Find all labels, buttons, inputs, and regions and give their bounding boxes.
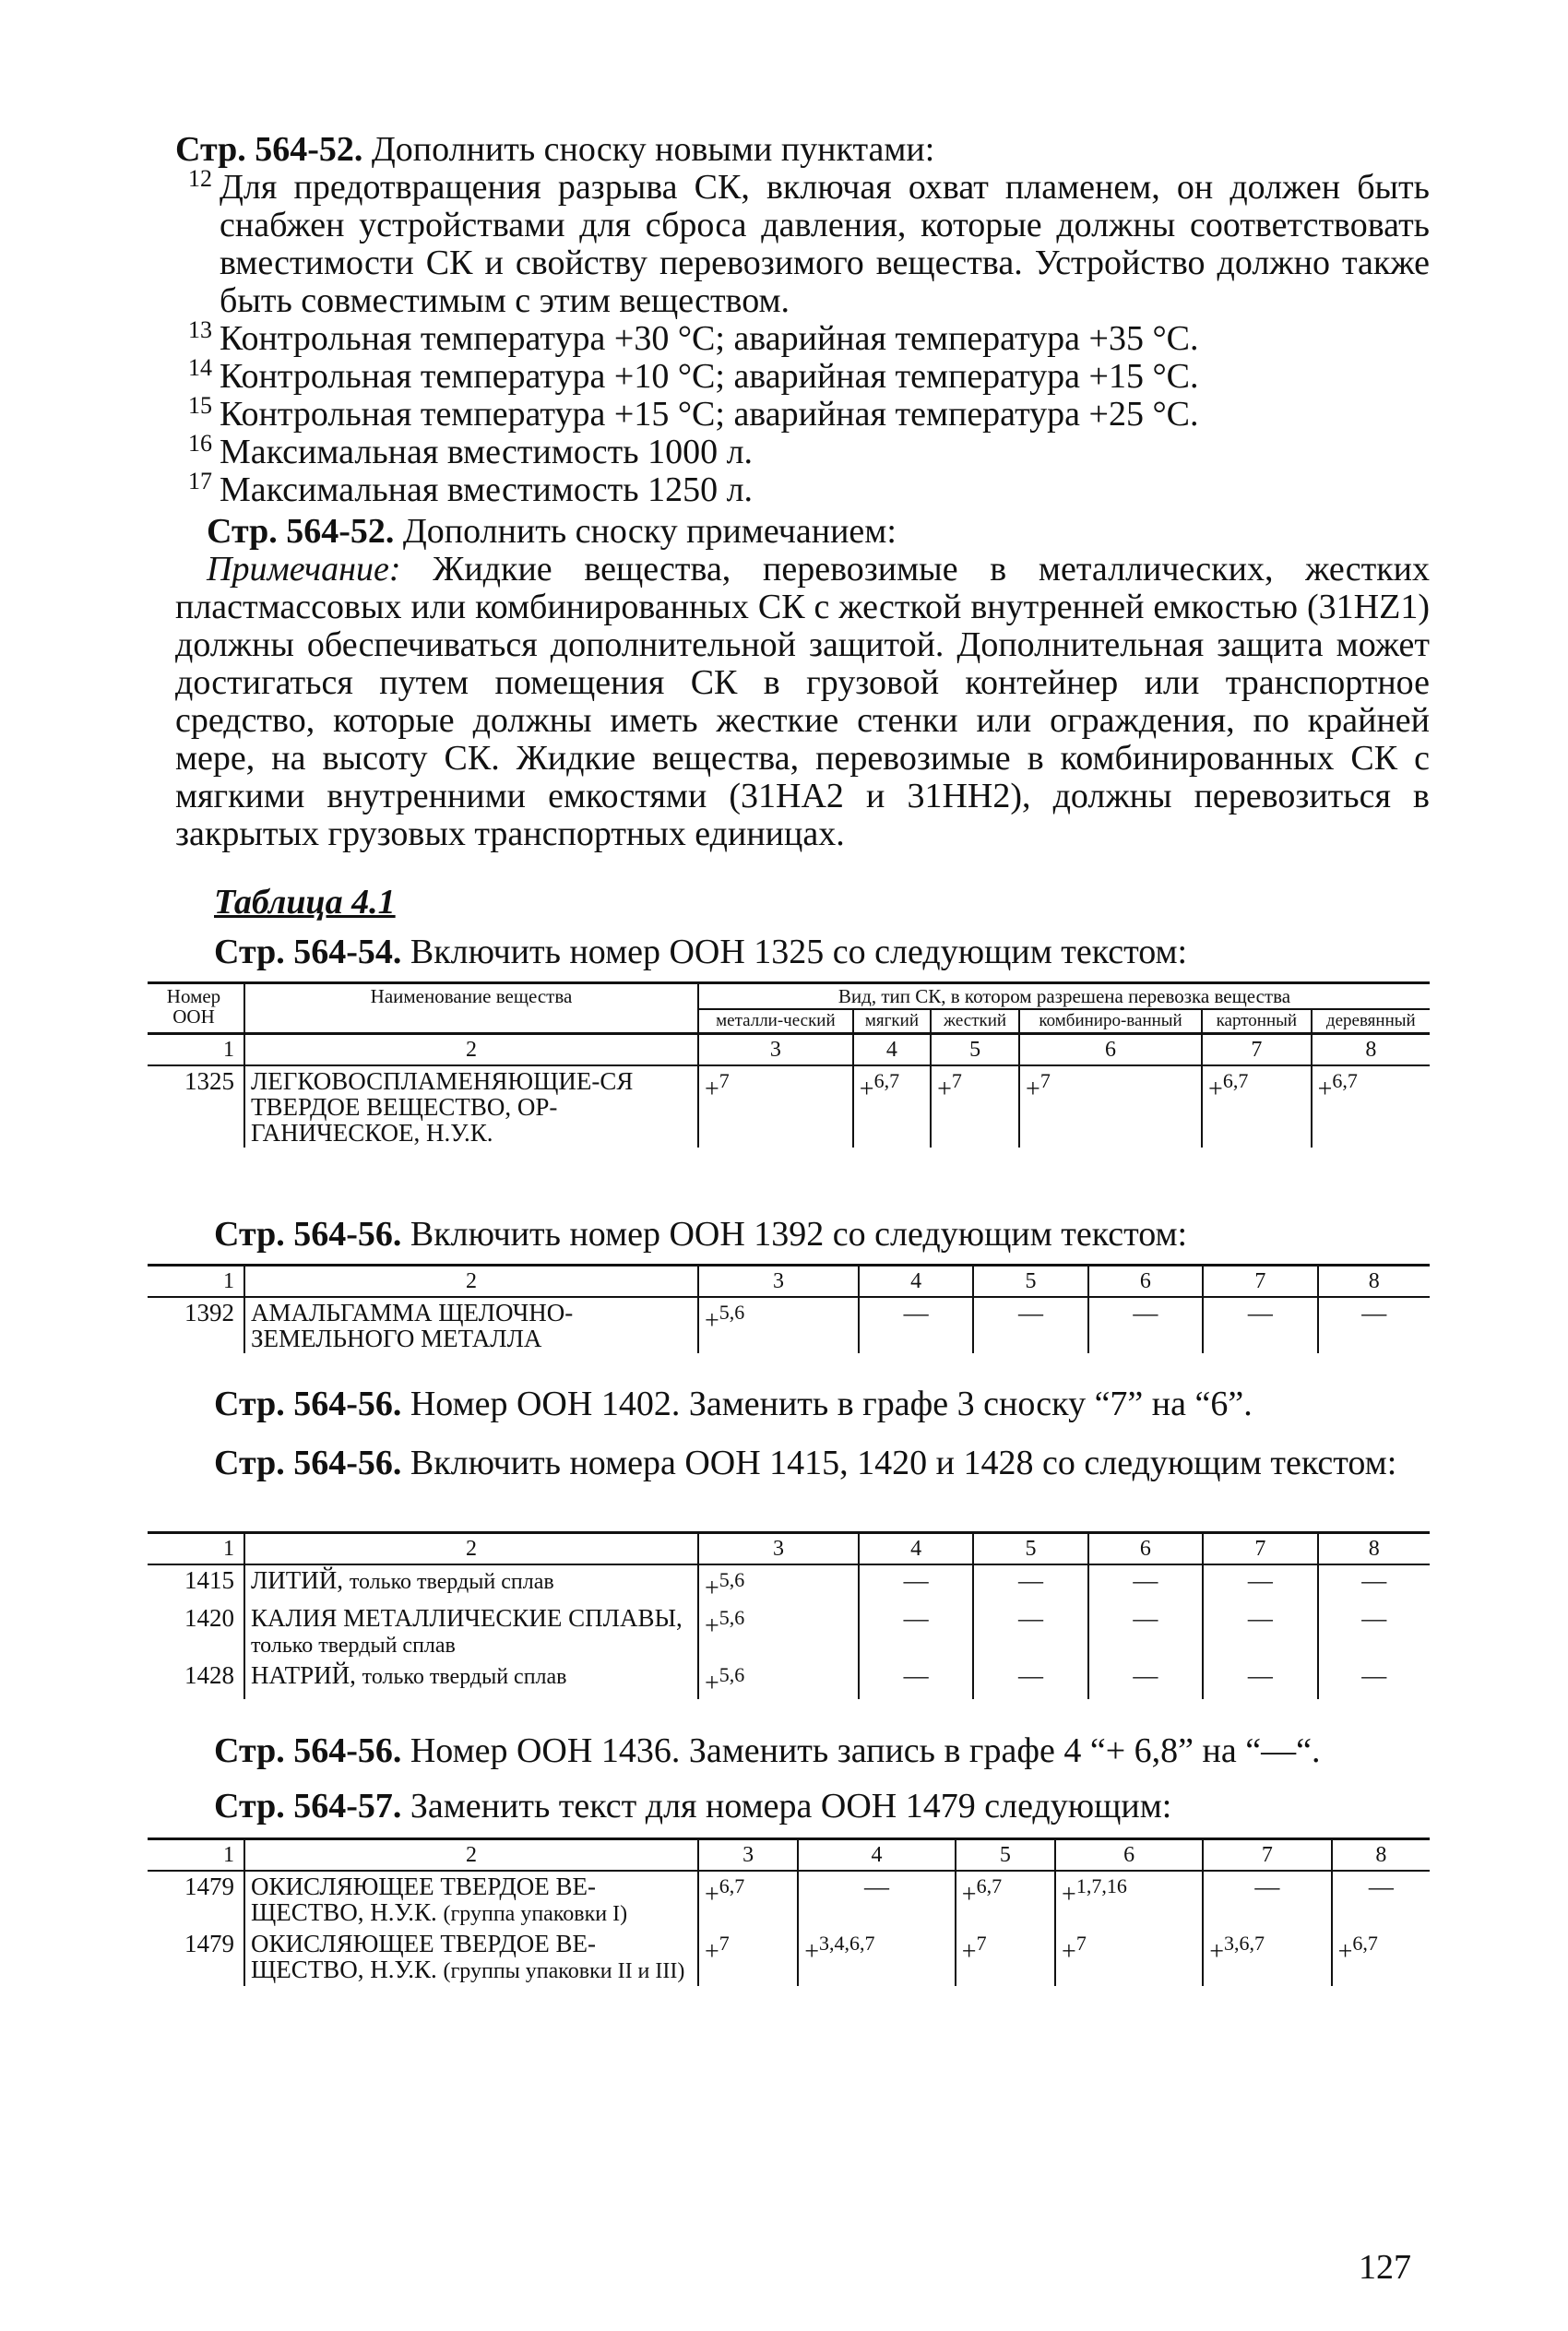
table-row	[148, 1871, 1430, 1929]
column-number: 1	[148, 1839, 244, 1872]
col-header-name: Наименование вещества	[244, 983, 698, 1034]
heading-1479: Стр. 564-57. Заменить текст для номера ООН 1479 следующим:	[214, 1787, 1172, 1826]
cell-value: —	[1203, 1871, 1331, 1929]
cell-value: —	[1088, 1564, 1203, 1603]
substance-name: ОКИСЛЯЮЩЕЕ ТВЕРДОЕ ВЕ-ЩЕСТВО, Н.У.К. (группа упаковки I)	[244, 1871, 698, 1929]
amendment-lead: Дополнить сноску новыми пунктами:	[371, 130, 935, 169]
column-number: 6	[1088, 1533, 1203, 1565]
col-header-number: Номер ООН	[148, 983, 244, 1034]
footnote-15: 15 Контрольная температура +15 °С; аварийная температура +25 °С.	[188, 392, 1199, 434]
cell-value: +$^{5,6}$	[698, 1564, 859, 1603]
cell-value: +$^{6,7}$	[853, 1065, 931, 1148]
cell-value: —	[859, 1603, 973, 1660]
column-number: 8	[1318, 1533, 1430, 1565]
column-number: 5	[973, 1533, 1087, 1565]
cell-value: —	[1361, 1604, 1387, 1633]
col-header-sub: деревянный	[1312, 1009, 1430, 1034]
table-row	[148, 1564, 1430, 1603]
cell-value: —	[1203, 1564, 1317, 1603]
table-row	[148, 1660, 1430, 1698]
cell-value: +$^{6,7}$	[1337, 1932, 1378, 1967]
amendment-lead: Дополнить сноску примечанием:	[402, 512, 897, 551]
substance-name: НАТРИЙ, только твердый сплав	[244, 1660, 698, 1698]
cell-value: +$^{3,6,7}$	[1203, 1929, 1331, 1986]
table-1392	[148, 1264, 1430, 1353]
column-number: 4	[859, 1533, 973, 1565]
page-ref: Стр. 564-52.	[207, 512, 395, 551]
table-1415-1420-1428	[148, 1531, 1430, 1699]
table-row	[148, 1297, 1430, 1353]
heading-1392: Стр. 564-56. Включить номер ООН 1392 со следующим текстом:	[214, 1215, 1188, 1254]
column-number: 8	[1332, 1839, 1430, 1872]
heading-1436: Стр. 564-56. Номер ООН 1436. Заменить запись в графе 4 “+ 6,8” на “—“.	[214, 1731, 1321, 1770]
cell-value: +$^{1,7,16}$	[1055, 1871, 1203, 1929]
column-number: 4	[853, 1034, 931, 1066]
column-number: 4	[859, 1266, 973, 1298]
substance-name: ЛИТИЙ, только твердый сплав	[244, 1564, 698, 1603]
column-number: 2	[244, 1839, 698, 1872]
cell-value: —	[973, 1564, 1087, 1603]
cell-value: —	[1203, 1660, 1317, 1698]
cell-value: —	[973, 1603, 1087, 1660]
column-number: 7	[1203, 1839, 1331, 1872]
table-row	[148, 1065, 1430, 1148]
footnote-12: 12 Для предотвращения разрыва СК, включая охват пламенем, он должен быть снабжен устройствами для сброса давления, которые должны соответствовать вместимости СК и свойству перевозимого вещества. Устройство должно также быть совместимым с этим веществом.	[188, 165, 1430, 320]
un-number: 1415	[148, 1564, 244, 1603]
column-number: 1	[148, 1034, 244, 1066]
cell-value: —	[1368, 1873, 1394, 1900]
page-ref: Стр. 564-52.	[175, 130, 363, 169]
col-header-sub: комбиниро-ванный	[1019, 1009, 1202, 1034]
amendment-footnotes	[175, 131, 1430, 509]
cell-value: —	[1088, 1660, 1203, 1698]
col-header-sub: картонный	[1202, 1009, 1312, 1034]
cell-value: —	[859, 1564, 973, 1603]
page-number: 127	[1359, 2248, 1411, 2287]
cell-value: +$^{3,4,6,7}$	[798, 1929, 956, 1986]
column-number: 8	[1318, 1266, 1430, 1298]
cell-value: +$^{6,7}$	[956, 1871, 1055, 1929]
column-number: 4	[798, 1839, 956, 1872]
column-number: 2	[244, 1034, 698, 1066]
cell-value: +$^7$	[698, 1065, 853, 1148]
cell-value: —	[973, 1660, 1087, 1698]
table-1325	[148, 981, 1430, 1148]
column-number: 3	[698, 1266, 859, 1298]
cell-value: +$^{5,6}$	[698, 1660, 859, 1698]
column-number: 3	[698, 1533, 859, 1565]
column-number: 5	[973, 1266, 1087, 1298]
column-number: 6	[1019, 1034, 1202, 1066]
cell-value: +$^{6,7}$	[698, 1871, 798, 1929]
cell-value: +$^7$	[1055, 1929, 1203, 1986]
cell-value: —	[1361, 1299, 1387, 1326]
table-row	[148, 1929, 1430, 1986]
note-label: Примечание:	[207, 550, 401, 589]
un-number: 1428	[148, 1660, 244, 1698]
un-number: 1420	[148, 1603, 244, 1660]
footnote-16: 16 Максимальная вместимость 1000 л.	[188, 430, 754, 471]
cell-value: +$^{5,6}$	[698, 1603, 859, 1660]
substance-name: ЛЕГКОВОСПЛАМЕНЯЮЩИЕ-СЯ ТВЕРДОЕ ВЕЩЕСТВО, ОР-ГАНИЧЕСКОЕ, Н.У.К.	[244, 1065, 698, 1148]
note-text: Жидкие вещества, перевозимые в металлических, жестких пластмассовых или комбинированных СК с жесткой внутренней емкостью (31HZ1) должны обеспечиваться дополнительной защитой. Дополнительная защита может достигаться путем помещения СК в грузовой контейнер или транспортное средство, которые должны иметь жесткие стенки или ограждения, по крайней мере, на высоту СК. Жидкие вещества, перевозимые в комбинированных СК с мягкими внутренними емкостями (31НА2 и 31НН2), должны перевозиться в закрытых грузовых транспортных единицах.	[175, 550, 1430, 853]
amendment-note	[175, 513, 1430, 853]
table-caption: Таблица 4.1	[214, 883, 396, 922]
column-number: 5	[931, 1034, 1019, 1066]
substance-name: АМАЛЬГАММА ЩЕЛОЧНО-ЗЕМЕЛЬНОГО МЕТАЛЛА	[244, 1297, 698, 1353]
col-header-sub: мягкий	[853, 1009, 931, 1034]
cell-value: +$^7$	[931, 1065, 1019, 1148]
table-row	[148, 1603, 1430, 1660]
cell-value: —	[1361, 1661, 1387, 1690]
un-number: 1392	[148, 1297, 244, 1353]
footnote-17: 17 Максимальная вместимость 1250 л.	[188, 468, 754, 509]
column-number: 5	[956, 1839, 1055, 1872]
un-number: 1479	[148, 1929, 244, 1986]
cell-value: —	[859, 1297, 973, 1353]
footnote-13: 13 Контрольная температура +30 °С; аварийная температура +35 °С.	[188, 316, 1199, 358]
cell-value: +$^{6,7}$	[1202, 1065, 1312, 1148]
col-header-sub: металли-ческий	[698, 1009, 853, 1034]
un-number: 1325	[148, 1065, 244, 1148]
cell-value: —	[1203, 1603, 1317, 1660]
column-number: 6	[1088, 1266, 1203, 1298]
column-number: 7	[1203, 1266, 1317, 1298]
heading-1402: Стр. 564-56. Номер ООН 1402. Заменить в графе 3 сноску “7” на “6”.	[214, 1385, 1253, 1423]
table-1479	[148, 1837, 1430, 1986]
column-number: 7	[1202, 1034, 1312, 1066]
column-number: 2	[244, 1266, 698, 1298]
cell-value: —	[1088, 1297, 1203, 1353]
un-number: 1479	[148, 1871, 244, 1929]
cell-value: —	[1361, 1566, 1387, 1594]
column-number: 6	[1055, 1839, 1203, 1872]
cell-value: —	[1203, 1297, 1317, 1353]
cell-value: +$^7$	[956, 1929, 1055, 1986]
column-number: 3	[698, 1034, 853, 1066]
cell-value: —	[1088, 1603, 1203, 1660]
col-header-sub: жесткий	[931, 1009, 1019, 1034]
column-number: 7	[1203, 1533, 1317, 1565]
column-number: 1	[148, 1266, 244, 1298]
heading-1325: Стр. 564-54. Включить номер ООН 1325 со следующим текстом:	[214, 933, 1188, 971]
column-number: 8	[1312, 1034, 1430, 1066]
column-number: 3	[698, 1839, 798, 1872]
heading-1415-1420-1428: Стр. 564-56. Включить номера ООН 1415, 1420 и 1428 со следующим текстом:	[214, 1444, 1397, 1482]
cell-value: +$^7$	[1019, 1065, 1202, 1148]
column-number: 2	[244, 1533, 698, 1565]
cell-value: —	[859, 1660, 973, 1698]
cell-value: —	[798, 1871, 956, 1929]
substance-name: КАЛИЯ МЕТАЛЛИЧЕСКИЕ СПЛАВЫ, только твердый сплав	[244, 1603, 698, 1660]
cell-value: —	[973, 1297, 1087, 1353]
cell-value: +$^{5,6}$	[698, 1297, 859, 1353]
cell-value: +$^7$	[698, 1929, 798, 1986]
column-number: 1	[148, 1533, 244, 1565]
cell-value: +$^{6,7}$	[1317, 1069, 1358, 1104]
col-header-group: Вид, тип СК, в котором разрешена перевозка вещества	[698, 983, 1430, 1010]
substance-name: ОКИСЛЯЮЩЕЕ ТВЕРДОЕ ВЕ-ЩЕСТВО, Н.У.К. (группы упаковки II и III)	[244, 1929, 698, 1986]
footnote-14: 14 Контрольная температура +10 °С; аварийная температура +15 °С.	[188, 354, 1199, 396]
